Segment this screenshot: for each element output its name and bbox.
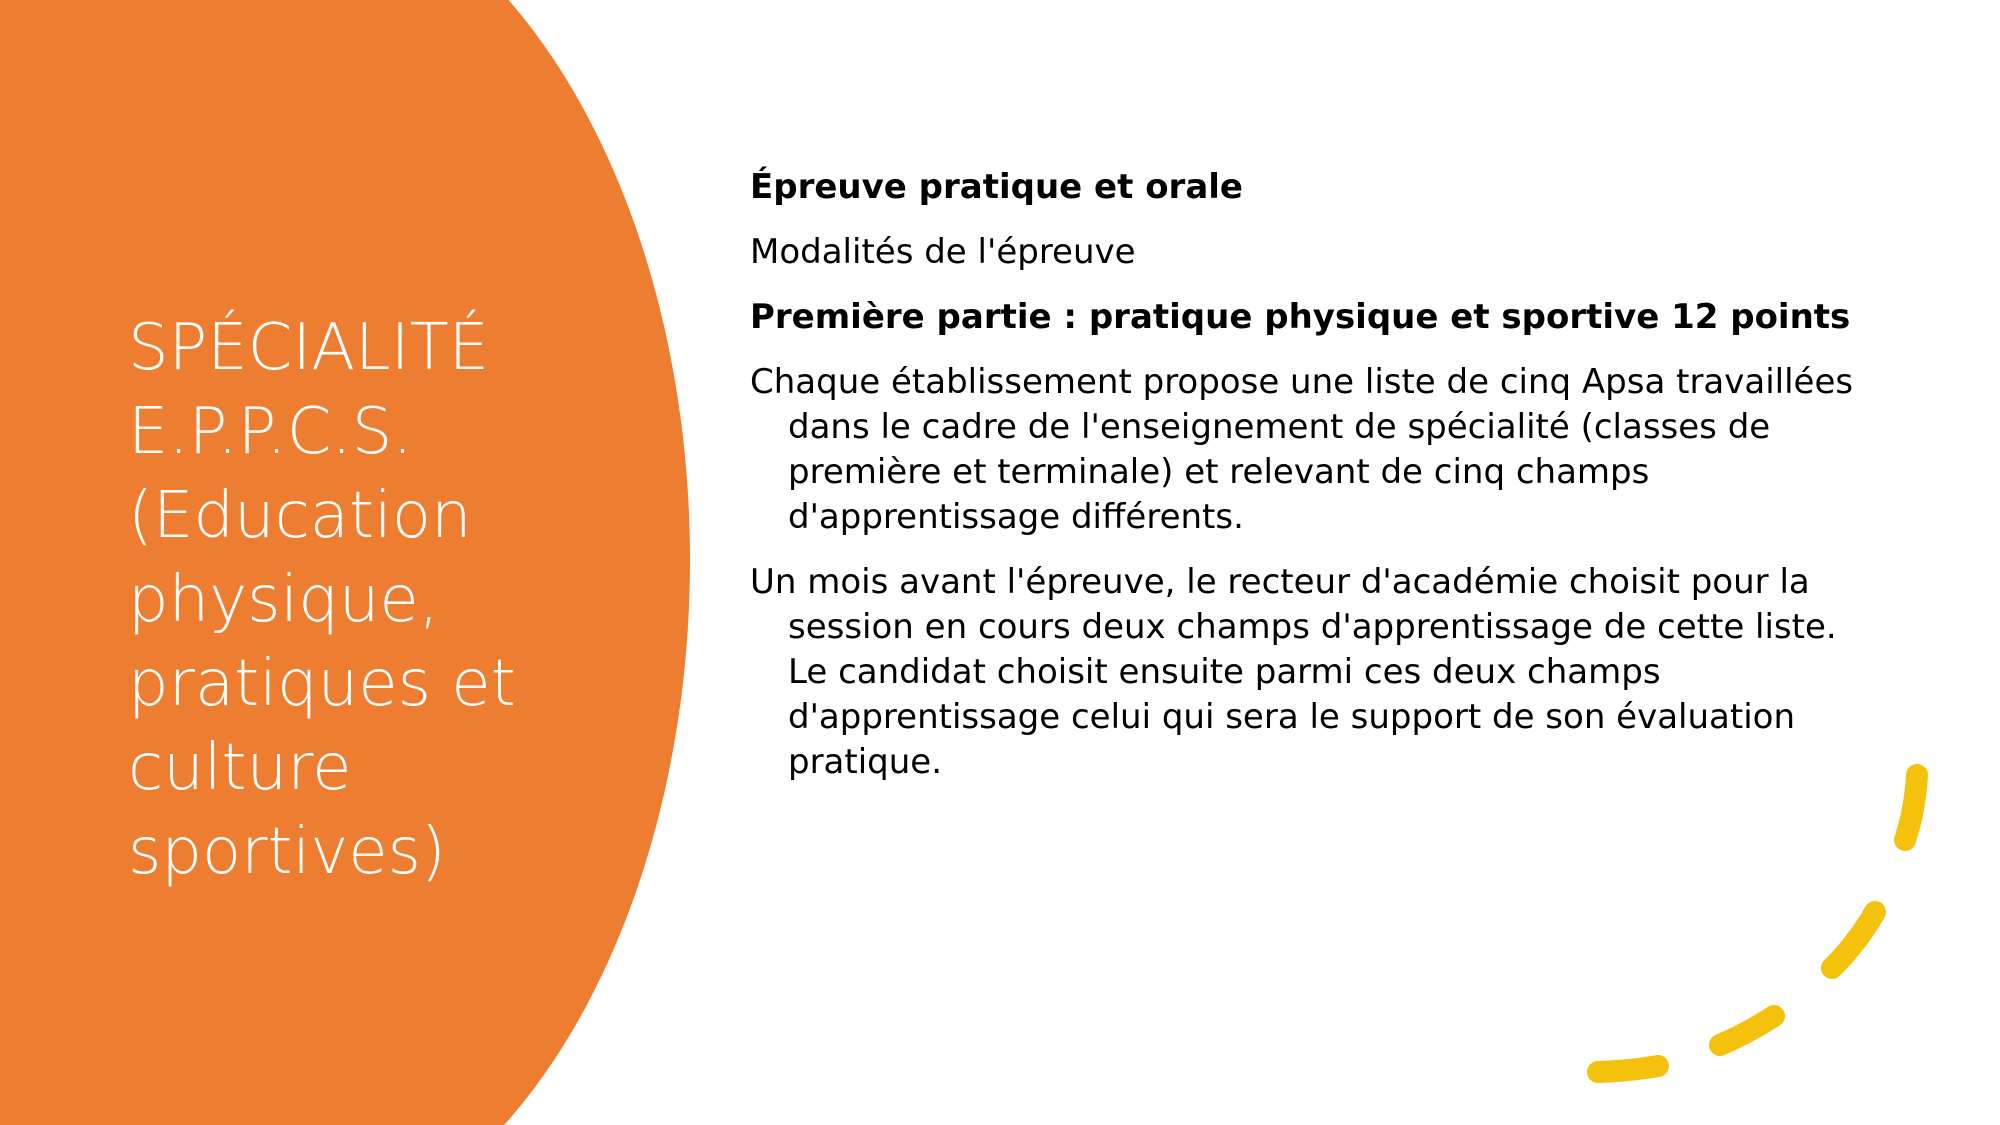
- part-heading: Première partie : pratique physique et sportive 12 points: [750, 297, 1851, 337]
- dash-segment: [1720, 1016, 1774, 1045]
- decorative-dashed-arc: [1560, 760, 1940, 1100]
- section-subheading: Modalités de l'épreuve: [750, 232, 1136, 272]
- dash-segment: [1598, 1066, 1658, 1072]
- section-heading: Épreuve pratique et orale: [750, 167, 1243, 207]
- slide-title: SPÉCIALITÉ E.P.P.C.S. (Education physique, pratiques et culture sportives): [128, 311, 516, 889]
- dash-segment: [1832, 912, 1875, 968]
- paragraph-2: Un mois avant l'épreuve, le recteur d'académie choisit pour la session en cours deux champs d'apprentissage de cette liste. Le candidat choisit ensuite parmi ces deux champs d'apprentissage celui qui sera le support de son évaluation pratique.: [750, 562, 1837, 782]
- paragraph-1: Chaque établissement propose une liste de cinq Apsa travaillées dans le cadre de l'enseignement de spécialité (classes de première et terminale) et relevant de cinq champs d'apprentissage différents.: [750, 362, 1854, 537]
- content-body: [750, 165, 1880, 805]
- dash-segment: [1905, 775, 1917, 840]
